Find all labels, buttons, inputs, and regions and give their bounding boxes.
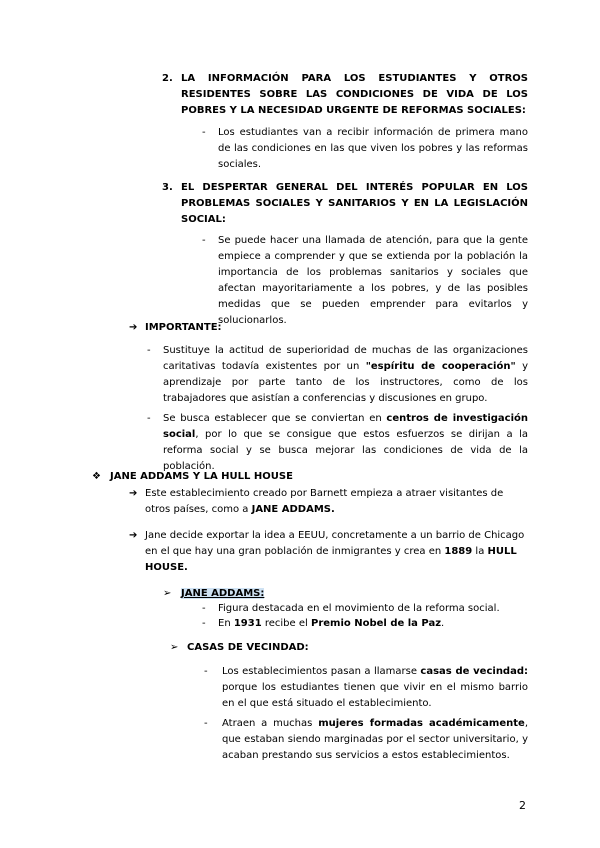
text-run: , por lo que se consigue que estos esfuerzos se dirijan a la reforma social y se busca mejorar las condiciones de vida de la población.: [163, 429, 528, 472]
text-run: recibe el: [261, 618, 311, 629]
paragraph: Se puede hacer una llamada de atención, para que la gente empiece a comprender y que se extienda por la población la importancia de los problemas sanitarios y sociales que afectan mayoritariamente a los pobres, y de las posibles medidas que se pueden emprender para evitarlos y solucionarlos.: [218, 235, 528, 326]
paragraph: [218, 616, 528, 632]
paragraph: Figura destacada en el movimiento de la reforma social.: [218, 603, 500, 614]
dash-bullet: -: [147, 413, 151, 424]
section-heading: LA INFORMACIÓN PARA LOS ESTUDIANTES Y OTROS RESIDENTES SOBRE LAS CONDICIONES DE VIDA DE LOS POBRES Y LA NECESIDAD URGENTE DE REFORMAS SOCIALES:: [181, 73, 528, 116]
bold-text: mujeres formadas académicamente: [318, 718, 525, 729]
item-number: 3.: [162, 182, 173, 193]
text-run: .: [441, 618, 445, 629]
text-run: Sustituye la actitud de superioridad de muchas de las organizaciones caritativas todavía existentes por un: [163, 345, 528, 372]
paragraph: [222, 664, 528, 712]
bold-text: "espíritu de cooperación": [365, 361, 516, 372]
dash-bullet: -: [204, 666, 208, 677]
sub-heading: [181, 586, 381, 602]
highlighted-label: JANE ADDAMS:: [181, 588, 265, 599]
bold-text: 1931: [233, 618, 262, 629]
section-heading: EL DESPERTAR GENERAL DEL INTERÉS POPULAR EN LOS PROBLEMAS SOCIALES Y SANITARIOS Y EN LA LEGISLACIÓN SOCIAL:: [181, 182, 528, 225]
paragraph: Los estudiantes van a recibir información de primera mano de las condiciones en las que viven los pobres y las reformas sociales.: [218, 127, 528, 170]
text-run: Jane decide exportar la idea a EEUU, concretamente a un barrio de Chicago en el que hay una gran población de inmigrantes y crea en: [145, 530, 525, 557]
text-run: Este establecimiento creado por Barnett empieza a atraer visitantes de otros países, como a: [145, 488, 504, 515]
dash-bullet: -: [147, 345, 151, 356]
dash-bullet: -: [202, 127, 206, 138]
text-run: porque los estudiantes tienen que vivir en el mismo barrio en el que está situado el establecimiento.: [222, 682, 528, 709]
arrow-icon: ➔: [129, 530, 138, 541]
bold-text: 1889: [444, 546, 473, 557]
text-run: En: [218, 618, 234, 629]
diamond-bullet-icon: ❖: [92, 471, 101, 482]
bold-text: Premio Nobel de la Paz: [310, 618, 442, 629]
arrow-icon: ➔: [129, 488, 138, 499]
arrow-icon: ➔: [129, 322, 138, 333]
text-run: Atraen a muchas: [222, 718, 319, 729]
paragraph: [145, 528, 528, 576]
bold-text: JANE ADDAMS.: [251, 504, 335, 515]
dash-bullet: -: [202, 235, 206, 246]
text-run: Los establecimientos pasan a llamarse: [222, 666, 421, 677]
dash-bullet: -: [204, 718, 208, 729]
dash-bullet: -: [202, 603, 206, 614]
bold-text: centros de investigación social: [163, 413, 529, 440]
text-run: , que estaban siendo marginadas por el sector universitario, y acaban prestando sus servicios a estos establecimientos.: [222, 718, 529, 761]
important-label: IMPORTANTE:: [145, 322, 222, 333]
text-run: y aprendizaje por parte tanto de los instructores, como de los trabajadores que asistían a conferencias y discusiones en grupo.: [163, 361, 528, 404]
paragraph: [145, 486, 528, 518]
dash-bullet: -: [202, 618, 206, 629]
item-number: 2.: [162, 73, 173, 84]
paragraph: [163, 343, 528, 407]
section-heading: JANE ADDAMS Y LA HULL HOUSE: [110, 471, 293, 482]
sub-heading: CASAS DE VECINDAD:: [187, 642, 309, 653]
page-number: 2: [519, 799, 526, 812]
paragraph: [222, 716, 528, 764]
text-run: Se busca establecer que se conviertan en: [163, 413, 387, 424]
arrowhead-bullet-icon: ➢: [170, 642, 179, 653]
arrowhead-bullet-icon: ➢: [163, 588, 172, 599]
text-run: la: [472, 546, 488, 557]
bold-text: HULL HOUSE.: [145, 546, 517, 573]
paragraph: [163, 411, 528, 475]
bold-text: casas de vecindad:: [420, 666, 528, 677]
